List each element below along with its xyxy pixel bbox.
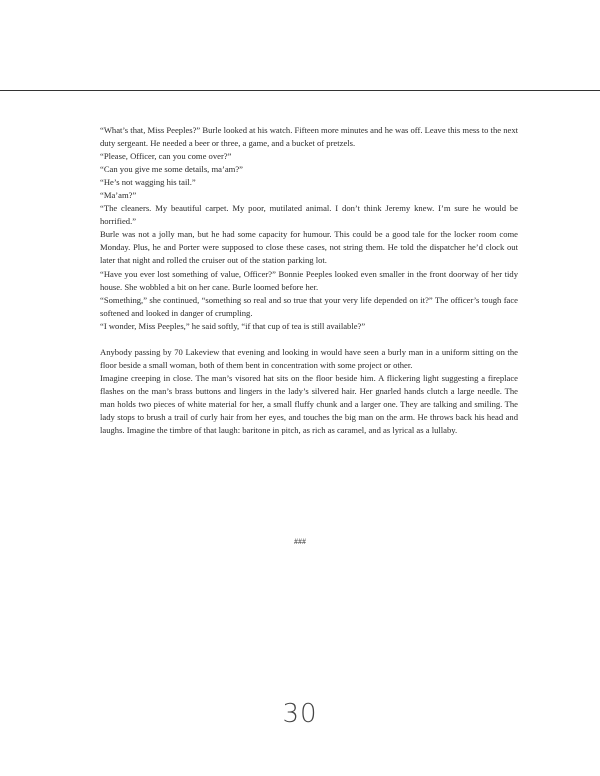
paragraph: “What’s that, Miss Peeples?” Burle looked at his watch. Fifteen more minutes and he was off. Leave this mess to the next duty sergeant. He needed a beer or three, a game, and a bucket of pretzels. [100, 125, 518, 149]
paragraph: “Can you give me some details, ma’am?” [100, 164, 243, 175]
story-text [100, 124, 518, 437]
paragraph: Anybody passing by 70 Lakeview that evening and looking in would have seen a burly man in a uniform sitting on the floor beside a small woman, both of them bent in concentration with some project or other. [100, 346, 518, 370]
header-rule [0, 90, 600, 91]
paragraph: “Something,” she continued, “something so real and so true that your very life depended on it?” The officer’s tough face softened and looked in danger of crumpling. [100, 294, 518, 318]
paragraph: “Have you ever lost something of value, Officer?” Bonnie Peeples looked even smaller in the front doorway of her tidy house. She wobbled a bit on her cane. Burle loomed before her. [100, 268, 518, 292]
paragraph: Imagine creeping in close. The man’s visored hat sits on the floor beside him. A flickering light suggesting a fireplace flashes on the man’s brass buttons and lingers in the lady’s silvered hair. Her gnarled hands clutch a large needle. The man holds two pieces of white material for her, a small fluffy chunk and a larger one. They are talking and smiling. The lady stops to brush a trail of curly hair from her eyes, and touches the big man on the arm. He throws back his head and laughs. Imagine the timbre of that laugh: baritone in pitch, as rich as caramel, and as lyrical as a lullaby. [100, 372, 518, 436]
paragraph: “Please, Officer, can you come over?” [100, 151, 232, 162]
paragraph: “I wonder, Miss Peeples,” he said softly, “if that cup of tea is still available?” [100, 320, 366, 331]
page-number: 30 [282, 699, 318, 729]
paragraph: Burle was not a jolly man, but he had some capacity for humour. This could be a good tale for the locker room come Monday. Plus, he and Porter were supposed to close these cases, not string them. He told the dispatcher he’d clock out later that night and rolled the cruiser out of the station parking lot. [100, 229, 518, 266]
paragraph: “The cleaners. My beautiful carpet. My poor, mutilated animal. I don’t think Jeremy knew. I’m sure he would be horrified.” [100, 203, 518, 227]
paragraph: “Ma’am?” [100, 190, 137, 201]
section-separator: ### [294, 537, 306, 546]
paragraph: “He’s not wagging his tail.” [100, 177, 196, 188]
